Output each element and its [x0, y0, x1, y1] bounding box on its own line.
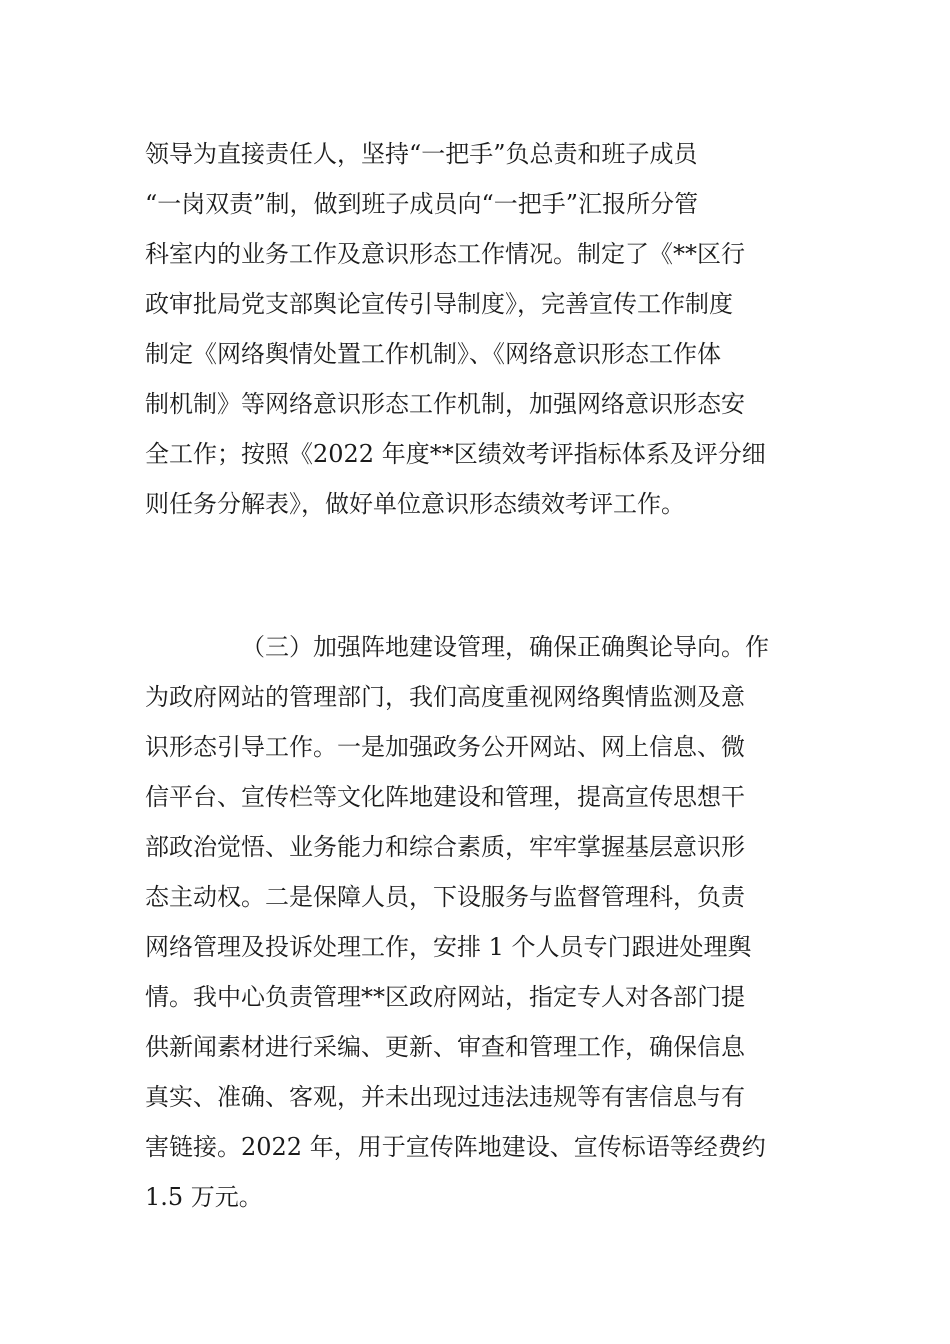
- paragraph-line: 情。我中心负责管理**区政府网站，指定专人对各部门提: [145, 983, 745, 1011]
- paragraph-line: 识形态引导工作。一是加强政务公开网站、网上信息、微: [145, 733, 745, 761]
- paragraph-line: 制定《网络舆情处置工作机制》、《网络意识形态工作体: [145, 340, 721, 368]
- paragraph-line: 政审批局党支部舆论宣传引导制度》，完善宣传工作制度: [145, 290, 733, 318]
- paragraph-line: 则任务分解表》，做好单位意识形态绩效考评工作。: [145, 490, 685, 518]
- paragraph-line: 信平台、宣传栏等文化阵地建设和管理，提高宣传思想干: [145, 783, 745, 811]
- paragraph-line: 科室内的业务工作及意识形态工作情况。制定了《**区行: [145, 240, 745, 268]
- paragraph-line: 制机制》等网络意识形态工作机制，加强网络意识形态安: [145, 390, 745, 418]
- paragraph-line: “一岗双责”制，做到班子成员向“一把手”汇报所分管: [145, 190, 699, 218]
- paragraph-line: 全工作；按照《2022 年度**区绩效考评指标体系及评分细: [145, 440, 766, 468]
- paragraph-line: 态主动权。二是保障人员，下设服务与监督管理科，负责: [145, 883, 745, 911]
- paragraph-line: 害链接。2022 年，用于宣传阵地建设、宣传标语等经费约: [145, 1133, 766, 1161]
- paragraph-line: 供新闻素材进行采编、更新、审查和管理工作，确保信息: [145, 1033, 745, 1061]
- paragraph-line: 真实、准确、客观，并未出现过违法违规等有害信息与有: [145, 1083, 745, 1111]
- paragraph-line: 领导为直接责任人，坚持“一把手”负总责和班子成员: [145, 140, 698, 168]
- section-heading-line: （三）加强阵地建设管理，确保正确舆论导向。作: [241, 633, 769, 661]
- paragraph-line: 为政府网站的管理部门，我们高度重视网络舆情监测及意: [145, 683, 745, 711]
- paragraph-line: 部政治觉悟、业务能力和综合素质，牢牢掌握基层意识形: [145, 833, 745, 861]
- paragraph-line: 网络管理及投诉处理工作，安排 1 个人员专门跟进处理舆: [145, 933, 752, 961]
- paragraph-line: 1.5 万元。: [145, 1183, 263, 1211]
